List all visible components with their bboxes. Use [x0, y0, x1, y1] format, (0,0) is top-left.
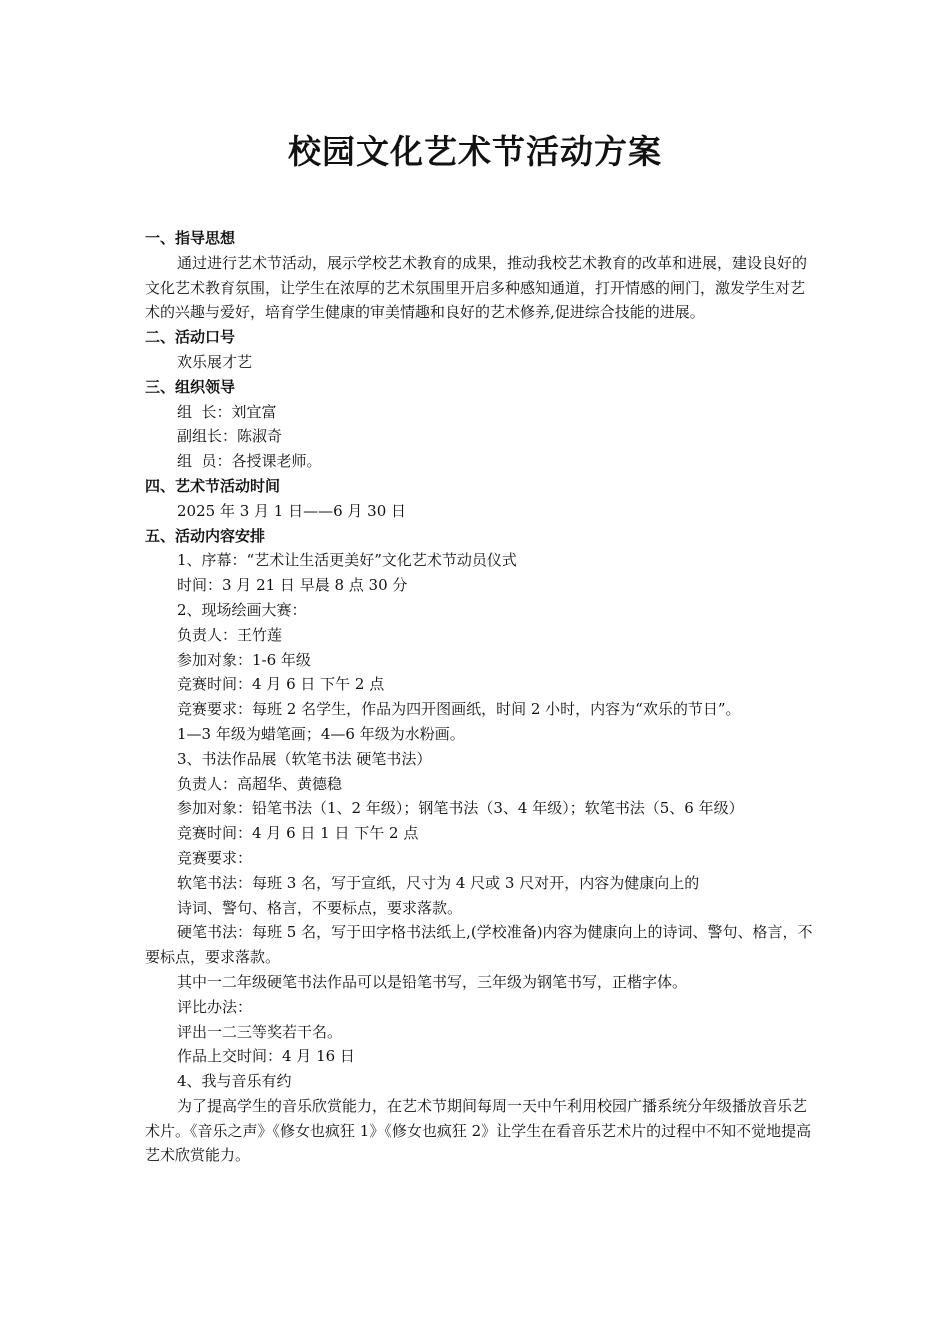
guiding-ideology-paragraph: 通过进行艺术节活动，展示学校艺术教育的成果，推动我校艺术教育的改革和进展，建设良好的文化艺术教育氛围，让学生在浓厚的艺术氛围里开启多种感知通道，打开情感的闸门，激发学生对艺术的兴趣与爱好，培育学生健康的审美情趣和良好的艺术修养,促进综合技能的进展。	[145, 253, 808, 322]
document-title: 校园文化艺术节活动方案	[288, 132, 662, 171]
section-heading-activities: 五、活动内容安排	[145, 526, 266, 545]
activity-line: 竞赛要求：	[177, 848, 253, 867]
activity-line: 竞赛要求：每班 2 名学生，作品为四开图画纸，时间 2 小时，内容为“欢乐的节日”。	[177, 700, 741, 719]
slogan-text: 欢乐展才艺	[177, 352, 253, 371]
activity-line: 3、书法作品展（软笔书法 硬笔书法）	[177, 749, 432, 768]
activity-line: 负责人：王竹莲	[177, 625, 283, 644]
hard-pen-requirement: 硬笔书法：每班 5 名，写于田字格书法纸上,(学校准备)内容为健康向上的诗词、警句、格言，不要标点，要求落款。	[145, 923, 813, 967]
activity-line: 参加对象：1-6 年级	[177, 650, 311, 669]
activity-line: 评出一二三等奖若干名。	[177, 1022, 343, 1041]
section-heading-guiding-ideology: 一、指导思想	[145, 229, 236, 247]
activity-line: 2、现场绘画大赛：	[177, 600, 307, 619]
activity-line: 1、序幕：“艺术让生活更美好”文化艺术节动员仪式	[177, 551, 517, 570]
section-heading-organization: 三、组织领导	[145, 377, 236, 396]
activity-line: 竞赛时间：4 月 6 日 1 日 下午 2 点	[177, 824, 419, 843]
activity-line: 时间：3 月 21 日 早晨 8 点 30 分	[177, 576, 408, 595]
music-paragraph: 为了提高学生的音乐欣赏能力，在艺术节期间每周一天中午利用校园广播系统分年级播放音乐艺术片。《音乐之声》《修女也疯狂 1》《修女也疯狂 2》让学生在看音乐艺术片的过程中不知不觉地提高艺术欣赏能力。	[145, 1096, 812, 1165]
organization-leader: 组 长：刘宜富	[177, 402, 277, 421]
activity-line: 1—3 年级为蜡笔画；4—6 年级为水粉画。	[177, 724, 465, 743]
section-heading-festival-time: 四、艺术节活动时间	[145, 476, 281, 495]
organization-members: 组 员：各授课老师。	[177, 452, 322, 471]
activity-line: 评比办法：	[177, 997, 253, 1016]
activity-line: 4、我与音乐有约	[177, 1072, 292, 1091]
activity-line: 其中一二年级硬笔书法作品可以是铅笔书写，三年级为钢笔书写，正楷字体。	[177, 972, 688, 991]
activity-line: 负责人：高超华、黄德稳	[177, 774, 343, 793]
organization-deputy: 副组长：陈淑奇	[177, 427, 283, 446]
activity-line: 作品上交时间：4 月 16 日	[177, 1047, 355, 1066]
section-heading-slogan: 二、活动口号	[145, 328, 236, 347]
festival-time-text: 2025 年 3 月 1 日——6 月 30 日	[177, 501, 407, 520]
activity-line: 诗词、警句、格言，不要标点，要求落款。	[177, 898, 463, 917]
activity-line: 竞赛时间：4 月 6 日 下午 2 点	[177, 675, 385, 694]
activity-line: 软笔书法：每班 3 名，写于宣纸，尺寸为 4 尺或 3 尺对开，内容为健康向上的	[177, 873, 700, 892]
document-body	[145, 226, 813, 1168]
calligraphy-participants: 参加对象：铅笔书法（1、2 年级）；钢笔书法（3、4 年级）；软笔书法（5、6 年级）	[177, 799, 744, 818]
